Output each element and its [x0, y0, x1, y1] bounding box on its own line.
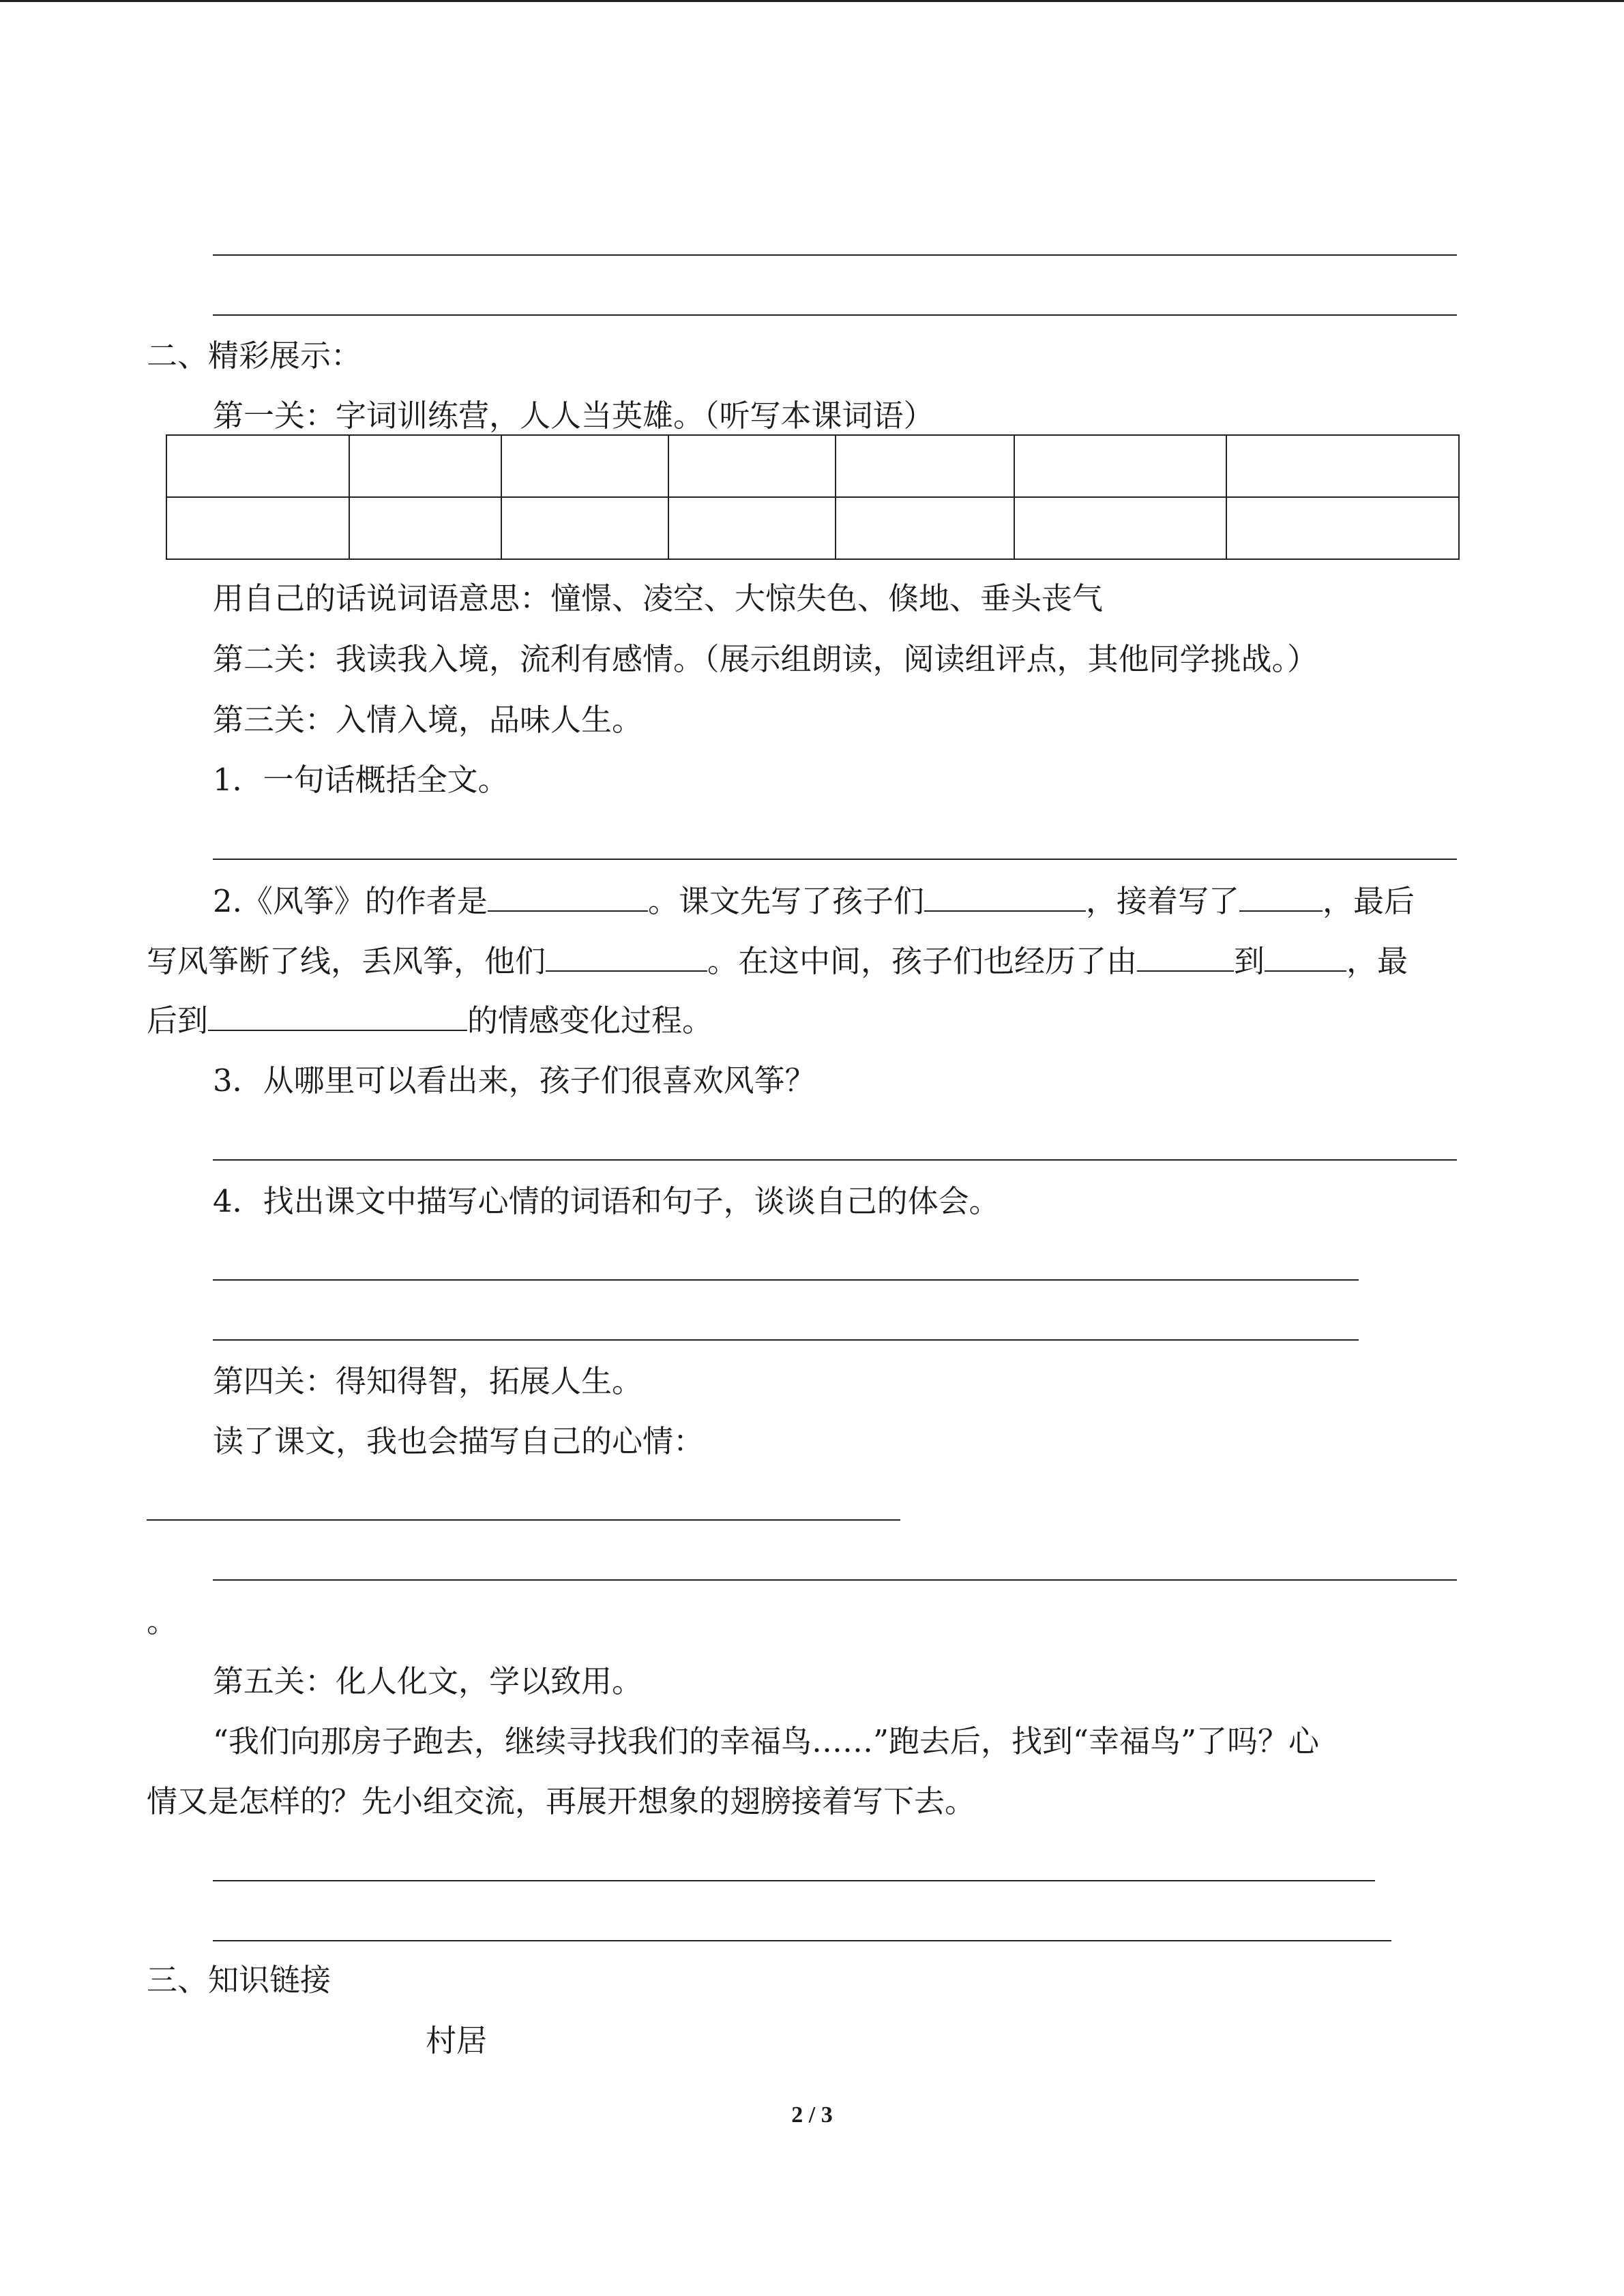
grid-cell[interactable]: [501, 497, 668, 559]
grid-row: [166, 497, 1459, 559]
answer-line: [213, 1339, 1359, 1341]
vocab-instruction: 用自己的话说词语意思：憧憬、凌空、大惊失色、倏地、垂头丧气: [213, 580, 1104, 616]
fill-blank[interactable]: [1137, 940, 1234, 972]
level5-paragraph-line-2: 情又是怎样的？先小组交流，再展开想象的翅膀接着写下去。: [147, 1783, 976, 1819]
answer-line: [147, 1519, 900, 1521]
answer-line: [213, 1579, 1457, 1581]
q2-text: 。在这中间，孩子们也经历了由: [707, 943, 1138, 979]
grid-cell[interactable]: [349, 435, 501, 497]
level3-title: 第三关：入情入境，品味人生。: [213, 702, 643, 738]
dictation-grid: [166, 434, 1460, 560]
answer-line: [213, 1940, 1391, 1941]
grid-cell[interactable]: [166, 435, 349, 497]
grid-cell[interactable]: [836, 497, 1014, 559]
section-heading: 三、知识链接: [147, 1962, 331, 1998]
page-number: 2 / 3: [791, 2102, 833, 2128]
grid-cell[interactable]: [1226, 497, 1459, 559]
grid-cell[interactable]: [668, 497, 836, 559]
grid-cell[interactable]: [668, 435, 836, 497]
grid-cell[interactable]: [501, 435, 668, 497]
answer-line: [213, 314, 1457, 316]
q2-text: 到: [1234, 943, 1265, 979]
q2-text: 后到: [147, 1002, 209, 1039]
fill-blank[interactable]: [1239, 880, 1323, 912]
level5-title: 第五关：化人化文，学以致用。: [213, 1663, 643, 1699]
fill-blank[interactable]: [488, 880, 648, 912]
answer-line: [213, 1159, 1457, 1161]
q2-text: ，接着写了: [1085, 883, 1239, 919]
end-punctuation: 。: [147, 1603, 178, 1639]
question-2-line-1: [213, 880, 1415, 922]
fill-blank[interactable]: [546, 940, 707, 972]
grid-cell[interactable]: [166, 497, 349, 559]
grid-cell[interactable]: [349, 497, 501, 559]
answer-line: [213, 859, 1457, 860]
level1-title: 第一关：字词训练营，人人当英雄。（听写本课词语）: [213, 398, 934, 434]
question-1: 1．一句话概括全文。: [213, 762, 509, 798]
grid-cell[interactable]: [836, 435, 1014, 497]
q2-text: ，最后: [1322, 883, 1415, 919]
fill-blank[interactable]: [208, 1000, 467, 1031]
level5-paragraph-line-1: “我们向那房子跑去，继续寻找我们的幸福鸟……”跑去后，找到“幸福鸟”了吗？心: [213, 1723, 1320, 1759]
q2-text: 的情感变化过程。: [467, 1002, 713, 1039]
grid-cell[interactable]: [1014, 435, 1226, 497]
answer-line: [213, 1880, 1375, 1881]
q2-text: 。课文先写了孩子们: [647, 883, 924, 919]
fill-blank[interactable]: [1265, 940, 1346, 972]
level2-title: 第二关：我读我入境，流利有感情。（展示组朗读，阅读组评点，其他同学挑战。）: [213, 641, 1318, 677]
q2-text: 写风筝断了线，丢风筝，他们: [147, 943, 546, 979]
grid-row: [166, 435, 1459, 497]
page-top-border: [0, 0, 1624, 2]
question-4: 4．找出课文中描写心情的词语和句子，谈谈自己的体会。: [213, 1183, 1000, 1219]
level4-title: 第四关：得知得智，拓展人生。: [213, 1363, 643, 1399]
answer-line: [213, 254, 1457, 256]
level4-prompt: 读了课文，我也会描写自己的心情：: [213, 1423, 705, 1459]
fill-blank[interactable]: [924, 880, 1086, 912]
q2-text: 2.《风筝》的作者是: [213, 883, 488, 919]
answer-line: [213, 1279, 1359, 1281]
grid-cell[interactable]: [1226, 435, 1459, 497]
poem-title: 村居: [426, 2023, 488, 2059]
grid-cell[interactable]: [1014, 497, 1226, 559]
question-3: 3．从哪里可以看出来，孩子们很喜欢风筝？: [213, 1062, 816, 1099]
question-2-line-3: [147, 1000, 713, 1041]
section-heading: 二、精彩展示：: [147, 338, 362, 374]
q2-text: ，最: [1346, 943, 1408, 979]
question-2-line-2: [147, 940, 1408, 982]
